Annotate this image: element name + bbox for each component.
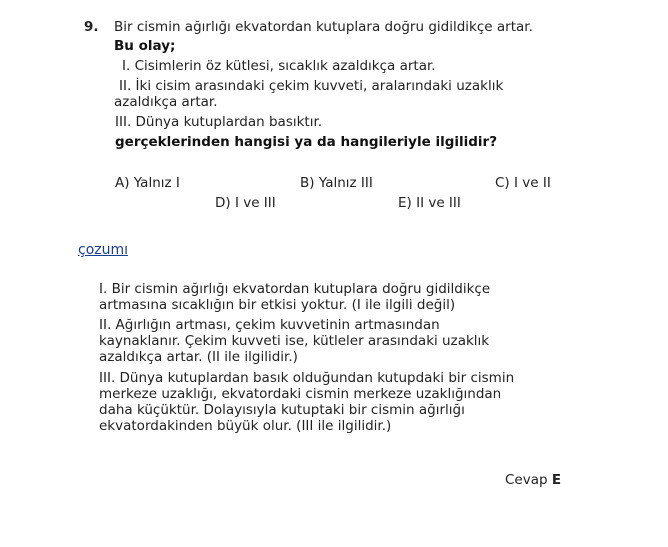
solution-line-1: I. Bir cismin ağırlığı ekvatordan kutuplara doğru gidildikçe bbox=[99, 281, 491, 297]
solution-line-8: daha küçüktür. Dolayısıyla kutuptaki bir cismin ağırlığı bbox=[99, 402, 465, 418]
option-a: A) Yalnız I bbox=[115, 175, 180, 191]
option-e: E) II ve III bbox=[398, 195, 461, 211]
question-item-3: III. Dünya kutuplardan basıktır. bbox=[115, 114, 323, 130]
question-number: 9. bbox=[84, 19, 99, 35]
question-item-2-cont: azaldıkça artar. bbox=[114, 94, 218, 110]
solution-line-4: kaynaklanır. Çekim kuvveti ise, kütleler arasındaki uzaklık bbox=[99, 333, 490, 349]
answer-label: Cevap bbox=[505, 472, 548, 488]
solution-line-5: azaldıkça artar. (II ile ilgilidir.) bbox=[99, 349, 298, 365]
question-lead: Bu olay; bbox=[114, 38, 176, 54]
answer-letter: E bbox=[551, 472, 562, 488]
question-item-1: I. Cisimlerin öz kütlesi, sıcaklık azaldıkça artar. bbox=[122, 58, 436, 74]
option-c: C) I ve II bbox=[495, 175, 551, 191]
question-item-2: II. İki cisim arasındaki çekim kuvveti, aralarındaki uzaklık bbox=[119, 78, 504, 94]
option-b: B) Yalnız III bbox=[300, 175, 373, 191]
answer bbox=[505, 472, 561, 488]
solution-line-2: artmasına sıcaklığın bir etkisi yoktur. (I ile ilgili değil) bbox=[99, 297, 456, 313]
question-prompt: gerçeklerinden hangisi ya da hangileriyle ilgilidir? bbox=[115, 134, 498, 150]
option-d: D) I ve III bbox=[215, 195, 276, 211]
solution-line-6: III. Dünya kutuplardan basık olduğundan kutupdaki bir cismin bbox=[99, 370, 515, 386]
solution-line-3: II. Ağırlığın artması, çekim kuvvetinin artmasından bbox=[99, 317, 440, 333]
solution-line-9: ekvatordakinden büyük olur. (III ile ilgilidir.) bbox=[99, 418, 392, 434]
solution-heading: çozumı bbox=[78, 242, 129, 258]
question-statement: Bir cismin ağırlığı ekvatordan kutuplara doğru gidildikçe artar. bbox=[114, 19, 533, 35]
solution-line-7: merkeze uzaklığı, ekvatordaki cismin merkeze uzaklığından bbox=[99, 386, 502, 402]
